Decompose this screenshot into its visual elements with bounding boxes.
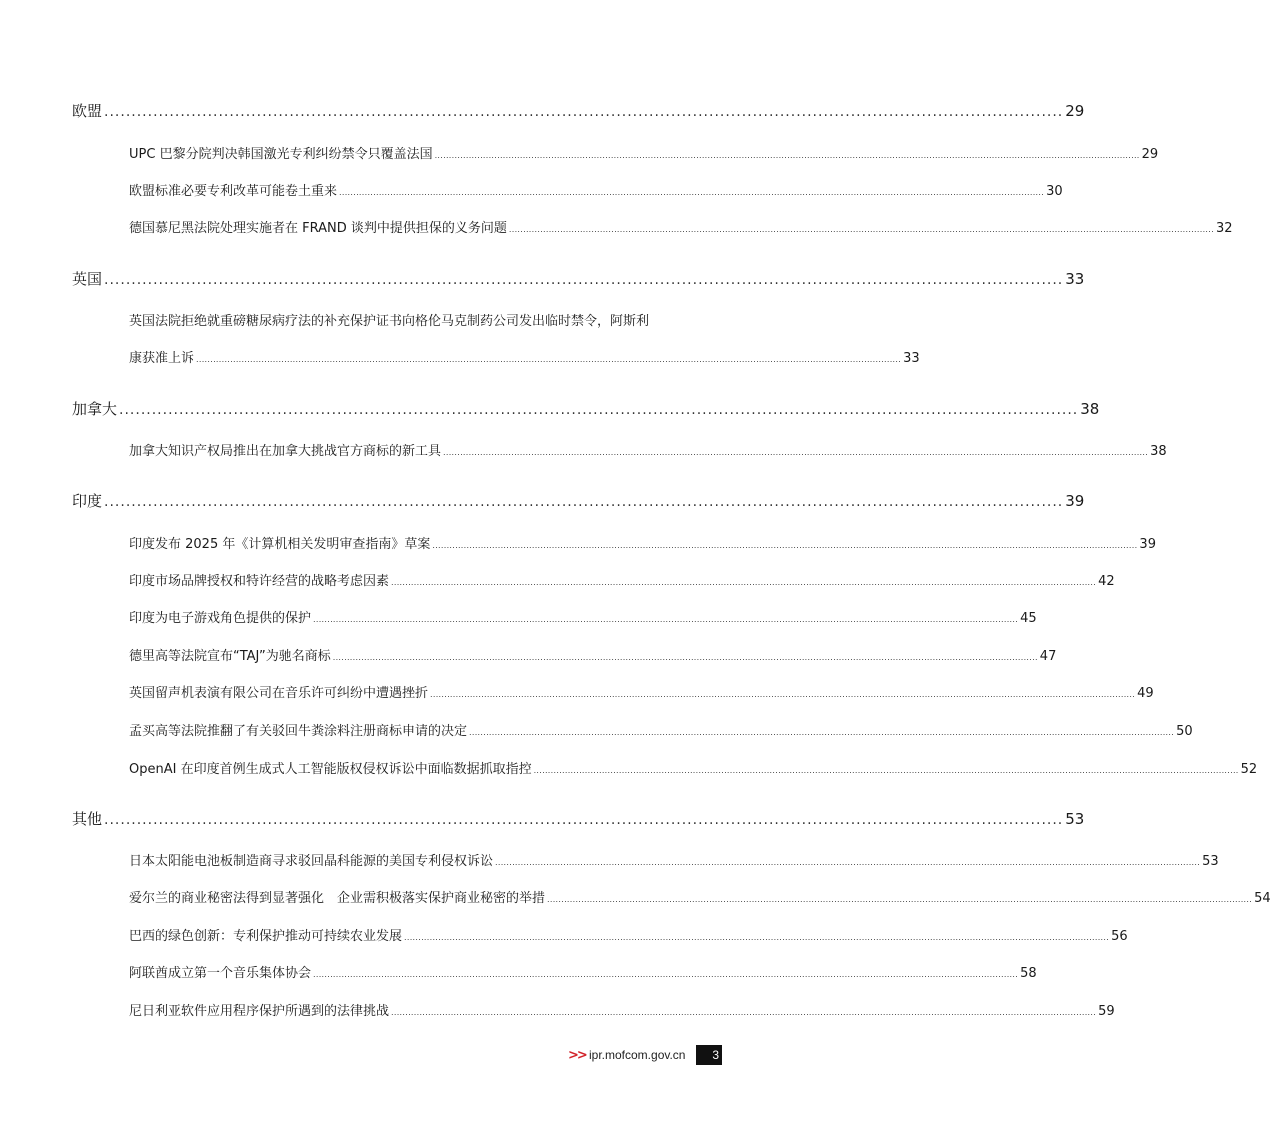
dot-leader: ........................................................................................................................................................................................................................................................	[391, 578, 1097, 587]
footer-url[interactable]: ipr.mofcom.gov.cn	[589, 1048, 686, 1062]
toc-entry[interactable]	[129, 607, 1037, 626]
toc-entry[interactable]	[129, 217, 1233, 236]
page-number: 33	[1065, 270, 1085, 288]
dot-leader: ........................................................................................................................................................................................................................................................	[533, 766, 1239, 775]
entry-title: 尼日利亚软件应用程序保护所遇到的法律挑战	[129, 1004, 390, 1019]
toc-entry[interactable]	[129, 925, 1128, 944]
footer-page-number: 3	[696, 1045, 722, 1065]
page-number: 29	[1141, 147, 1159, 162]
toc-entry[interactable]	[129, 962, 1037, 981]
page-number: 59	[1098, 1004, 1115, 1019]
dot-leader: ........................................................................................................................................................................................................................................................	[391, 1008, 1097, 1017]
dot-leader: ........................................................................................................................................................................................................................................................	[443, 448, 1149, 457]
page-number: 29	[1065, 102, 1085, 120]
entry-title-line1[interactable]: 英国法院拒绝就重磅糖尿病疗法的补充保护证书向格伦马克制药公司发出临时禁令，阿斯利	[129, 314, 650, 329]
page-number: 53	[1065, 810, 1085, 828]
page-number: 56	[1111, 929, 1128, 944]
page-number: 39	[1139, 537, 1156, 552]
dot-leader: ........................................................................................................................................................................................................................................................	[332, 653, 1038, 662]
page-number: 58	[1020, 966, 1037, 981]
section-title: 欧盟	[72, 102, 103, 120]
dot-leader: ................................................................................................................................................................................	[104, 104, 1064, 120]
toc-section-india[interactable]	[72, 490, 1085, 511]
entry-title: 康获准上诉	[129, 351, 195, 366]
entry-title: 阿联酋成立第一个音乐集体协会	[129, 966, 312, 981]
section-title: 英国	[72, 270, 103, 288]
entry-title: 日本太阳能电池板制造商寻求驳回晶科能源的美国专利侵权诉讼	[129, 854, 494, 869]
toc-entry[interactable]	[129, 1000, 1115, 1019]
toc-section-eu[interactable]	[72, 100, 1085, 121]
toc-entry[interactable]	[129, 143, 1159, 162]
page-number: 30	[1046, 184, 1063, 199]
entry-title: UPC 巴黎分院判决韩国激光专利纠纷禁令只覆盖法国	[129, 147, 433, 162]
dot-leader: ........................................................................................................................................................................................................................................................	[508, 225, 1214, 234]
entry-title: 印度为电子游戏角色提供的保护	[129, 611, 312, 626]
dot-leader: ........................................................................................................................................................................................................................................................	[495, 858, 1201, 867]
entry-title: 加拿大知识产权局推出在加拿大挑战官方商标的新工具	[129, 444, 442, 459]
entry-title: OpenAI 在印度首例生成式人工智能版权侵权诉讼中面临数据抓取指控	[129, 762, 532, 777]
toc-entry[interactable]	[129, 570, 1115, 589]
page-number: 52	[1240, 762, 1258, 777]
dot-leader: ................................................................................................................................................................................	[119, 402, 1079, 418]
toc-entry[interactable]	[129, 720, 1193, 739]
page-number: 45	[1020, 611, 1037, 626]
page-number: 50	[1176, 724, 1193, 739]
toc-entry[interactable]	[129, 850, 1219, 869]
section-title: 印度	[72, 492, 103, 510]
toc-section-canada[interactable]	[72, 398, 1100, 419]
entry-title: 德国慕尼黑法院处理实施者在 FRAND 谈判中提供担保的义务问题	[129, 221, 507, 236]
toc-entry[interactable]	[129, 533, 1156, 552]
page-number: 54	[1254, 891, 1271, 906]
toc-entry[interactable]	[129, 682, 1154, 701]
dot-leader: ................................................................................................................................................................................	[104, 272, 1064, 288]
entry-title: 欧盟标准必要专利改革可能卷土重来	[129, 184, 338, 199]
dot-leader: ........................................................................................................................................................................................................................................................	[469, 728, 1175, 737]
page-number: 38	[1080, 400, 1100, 418]
page-number: 38	[1150, 444, 1167, 459]
toc-entry[interactable]	[129, 440, 1167, 459]
entry-title: 爱尔兰的商业秘密法得到显著强化 企业需积极落实保护商业秘密的举措	[129, 891, 546, 906]
entry-title: 印度市场品牌授权和特许经营的战略考虑因素	[129, 574, 390, 589]
toc-section-uk[interactable]	[72, 268, 1085, 289]
dot-leader: ........................................................................................................................................................................................................................................................	[339, 188, 1045, 197]
page-number: 42	[1098, 574, 1115, 589]
dot-leader: ................................................................................................................................................................................	[104, 812, 1064, 828]
entry-title: 印度发布 2025 年《计算机相关发明审查指南》草案	[129, 537, 431, 552]
dot-leader: ........................................................................................................................................................................................................................................................	[313, 970, 1019, 979]
chevron-right-icon: >>	[568, 1048, 586, 1063]
dot-leader: ........................................................................................................................................................................................................................................................	[404, 933, 1110, 942]
dot-leader: ........................................................................................................................................................................................................................................................	[432, 541, 1138, 550]
toc-section-other[interactable]	[72, 808, 1085, 829]
page-number: 39	[1065, 492, 1085, 510]
toc-entry[interactable]	[129, 758, 1258, 777]
toc-entry[interactable]	[129, 645, 1057, 664]
toc-entry[interactable]	[129, 180, 1063, 199]
dot-leader: ........................................................................................................................................................................................................................................................	[430, 690, 1136, 699]
dot-leader: ........................................................................................................................................................................................................................................................	[434, 151, 1140, 160]
dot-leader: ........................................................................................................................................................................................................................................................	[313, 615, 1019, 624]
page-number: 53	[1202, 854, 1219, 869]
toc-entry[interactable]	[129, 347, 920, 366]
entry-title: 巴西的绿色创新：专利保护推动可持续农业发展	[129, 929, 403, 944]
entry-title: 英国留声机表演有限公司在音乐许可纠纷中遭遇挫折	[129, 686, 429, 701]
entry-title: 德里高等法院宣布“TAJ”为驰名商标	[129, 649, 331, 664]
section-title: 加拿大	[72, 400, 118, 418]
toc-entry[interactable]	[129, 887, 1271, 906]
page-number: 49	[1137, 686, 1154, 701]
page-number: 32	[1215, 221, 1233, 236]
dot-leader: ........................................................................................................................................................................................................................................................	[547, 895, 1253, 904]
page-number: 47	[1039, 649, 1057, 664]
entry-title: 孟买高等法院推翻了有关驳回牛粪涂料注册商标申请的决定	[129, 724, 468, 739]
dot-leader: ........................................................................................................................................................................................................................................................	[196, 355, 902, 364]
section-title: 其他	[72, 810, 103, 828]
page-number: 33	[903, 351, 920, 366]
dot-leader: ................................................................................................................................................................................	[104, 494, 1064, 510]
